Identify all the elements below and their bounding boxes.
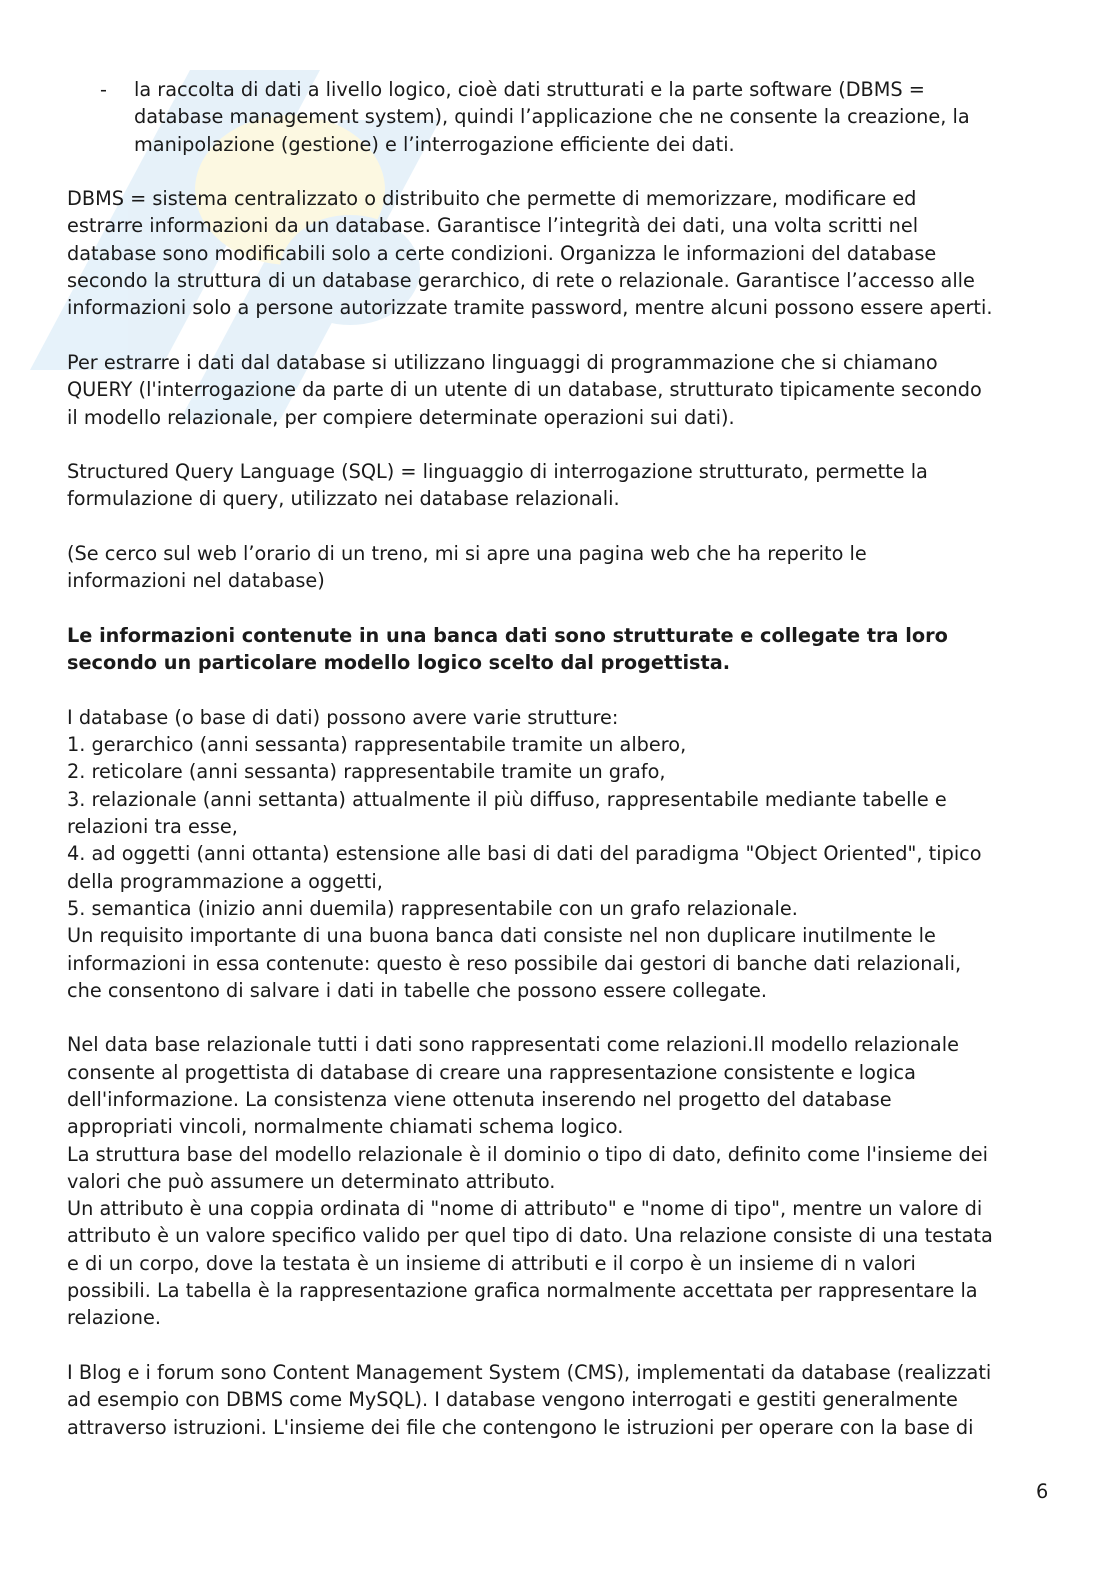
bullet-item bbox=[67, 76, 1057, 158]
text-line: informazioni solo a persone autorizzate tramite password, mentre alcuni possono essere aperti. bbox=[67, 296, 993, 320]
text-line: Un attributo è una coppia ordinata di "nome di attributo" e "nome di tipo", mentre un valore di bbox=[67, 1197, 983, 1221]
list-item: 5. semantica (inizio anni duemila) rappresentabile con un grafo relazionale. bbox=[67, 896, 798, 920]
paragraph-dbms bbox=[67, 185, 1057, 321]
text-line: Nel data base relazionale tutti i dati sono rappresentati come relazioni.Il modello relazionale bbox=[67, 1033, 959, 1057]
list-item: 3. relazionale (anni settanta) attualmente il più diffuso, rappresentabile mediante tabelle e bbox=[67, 787, 947, 811]
list-item: della programmazione a oggetti, bbox=[67, 869, 383, 893]
text-line: (Se cerco sul web l’orario di un treno, mi si apre una pagina web che ha reperito le bbox=[67, 542, 867, 566]
text-line: Structured Query Language (SQL) = linguaggio di interrogazione strutturato, permette la bbox=[67, 460, 928, 484]
paragraph-query bbox=[67, 349, 1057, 431]
text-line: consente al progettista di database di creare una rappresentazione consistente e logica bbox=[67, 1060, 916, 1084]
text-line: Le informazioni contenute in una banca dati sono strutturate e collegate tra loro bbox=[67, 623, 948, 647]
text-line: I database (o base di dati) possono avere varie strutture: bbox=[67, 705, 619, 729]
text-line: dell'informazione. La consistenza viene ottenuta inserendo nel progetto del database bbox=[67, 1087, 892, 1111]
text-line: La struttura base del modello relazionale è il dominio o tipo di dato, definito come l'insieme dei bbox=[67, 1142, 988, 1166]
page-number: 6 bbox=[1036, 1480, 1049, 1503]
bullet-line: manipolazione (gestione) e l’interrogazione efficiente dei dati. bbox=[134, 132, 735, 156]
bullet-line: la raccolta di dati a livello logico, cioè dati strutturati e la parte software (DBMS = bbox=[134, 78, 925, 101]
text-line: il modello relazionale, per compiere determinate operazioni sui dati). bbox=[67, 405, 735, 429]
list-item: 1. gerarchico (anni sessanta) rappresentabile tramite un albero, bbox=[67, 733, 687, 757]
document-page bbox=[67, 76, 1057, 1441]
paragraph-treno bbox=[67, 540, 1057, 595]
text-line: Un requisito importante di una buona banca dati consiste nel non duplicare inutilmente le bbox=[67, 924, 936, 948]
paragraph-strutture bbox=[67, 704, 1057, 1004]
bullet-line: database management system), quindi l’applicazione che ne consente la creazione, la bbox=[134, 105, 970, 129]
text-line: I Blog e i forum sono Content Management System (CMS), implementati da database (realizzati bbox=[67, 1360, 992, 1384]
text-line: possibili. La tabella è la rappresentazione grafica normalmente accettata per rappresentare la bbox=[67, 1279, 978, 1303]
list-item: 4. ad oggetti (anni ottanta) estensione alle basi di dati del paradigma "Object Oriented", tipico bbox=[67, 842, 982, 866]
text-line: e di un corpo, dove la testata è un insieme di attributi e il corpo è un insieme di n valori bbox=[67, 1251, 916, 1275]
text-line: secondo la struttura di un database gerarchico, di rete o relazionale. Garantisce l’accesso alle bbox=[67, 269, 975, 293]
text-line: formulazione di query, utilizzato nei database relazionali. bbox=[67, 487, 620, 511]
text-line: relazione. bbox=[67, 1306, 162, 1330]
bullet-dash: - bbox=[100, 78, 107, 101]
paragraph-sql bbox=[67, 458, 1057, 513]
text-line: DBMS = sistema centralizzato o distribuito che permette di memorizzare, modificare ed bbox=[67, 187, 917, 211]
text-line: attraverso istruzioni. L'insieme dei file che contengono le istruzioni per operare con la base di bbox=[67, 1415, 974, 1439]
text-line: QUERY (l'interrogazione da parte di un utente di un database, strutturato tipicamente secondo bbox=[67, 378, 982, 402]
text-line: ad esempio con DBMS come MySQL). I database vengono interrogati e gestiti generalmente bbox=[67, 1388, 958, 1412]
text-line: database sono modificabili solo a certe condizioni. Organizza le informazioni del database bbox=[67, 241, 937, 265]
text-line: appropriati vincoli, normalmente chiamati schema logico. bbox=[67, 1115, 624, 1139]
paragraph-relazionale bbox=[67, 1031, 1057, 1331]
paragraph-bold-statement bbox=[67, 622, 1057, 677]
text-line: che consentono di salvare i dati in tabelle che possono essere collegate. bbox=[67, 978, 767, 1002]
list-item: relazioni tra esse, bbox=[67, 815, 238, 839]
text-line: informazioni in essa contenute: questo è reso possibile dai gestori di banche dati relazionali, bbox=[67, 951, 962, 975]
paragraph-blog bbox=[67, 1359, 1057, 1441]
text-line: informazioni nel database) bbox=[67, 569, 325, 593]
text-line: Per estrarre i dati dal database si utilizzano linguaggi di programmazione che si chiamano bbox=[67, 350, 938, 374]
text-line: secondo un particolare modello logico scelto dal progettista. bbox=[67, 651, 731, 675]
text-line: valori che può assumere un determinato attributo. bbox=[67, 1169, 556, 1193]
list-item: 2. reticolare (anni sessanta) rappresentabile tramite un grafo, bbox=[67, 760, 666, 784]
text-line: estrarre informazioni da un database. Garantisce l’integrità dei dati, una volta scritti nel bbox=[67, 214, 919, 238]
text-line: attributo è un valore specifico valido per quel tipo di dato. Una relazione consiste di una testata bbox=[67, 1224, 993, 1248]
